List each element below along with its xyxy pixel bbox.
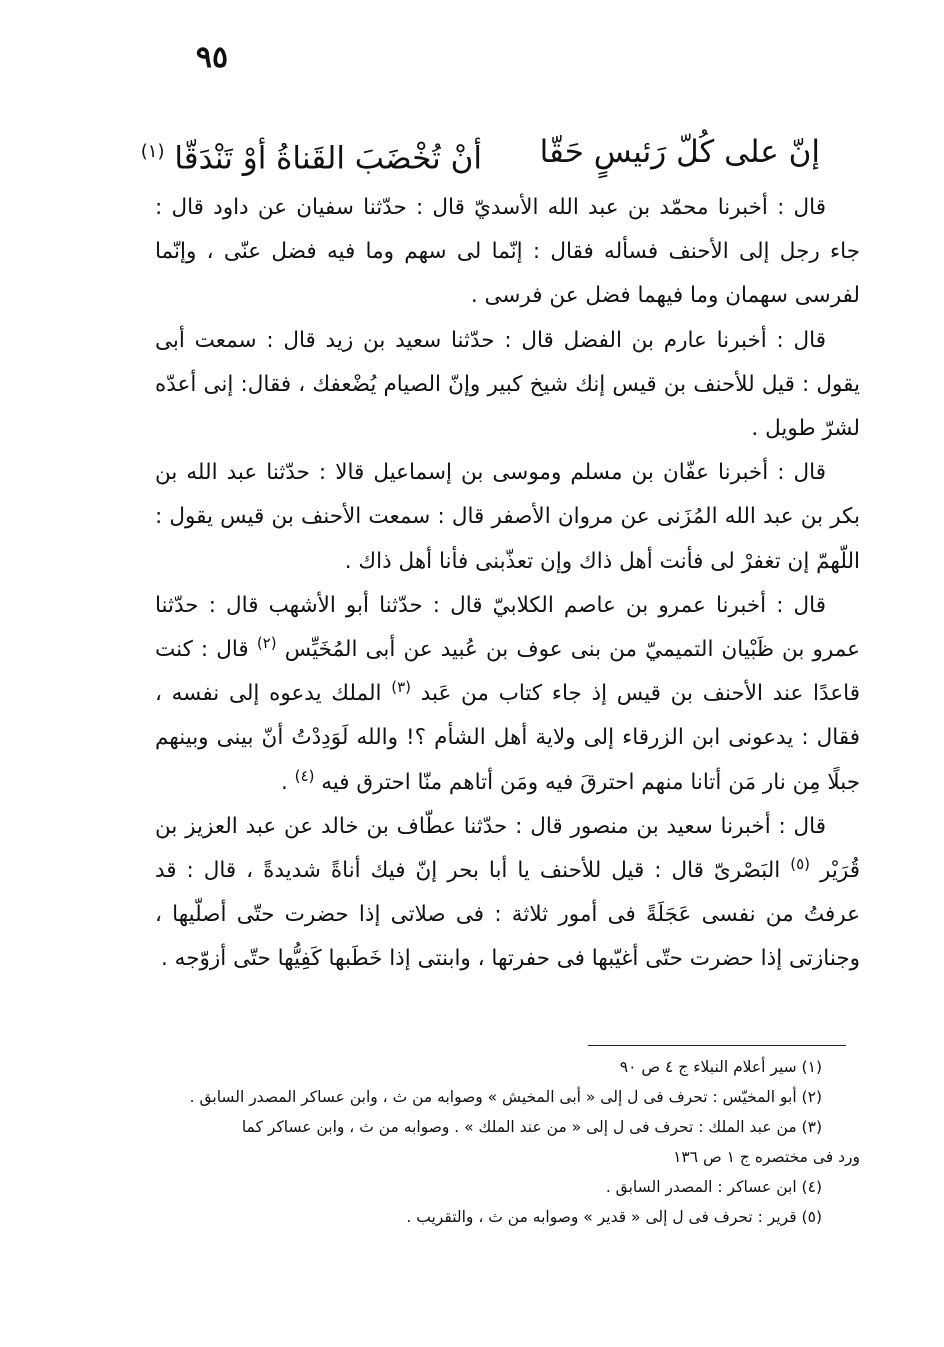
footnote-2: (٢) أبو المخيّس : تحرف فى ل إلى « أبى المخيش » وصوابه من ث ، وابن عساكر المصدر السابق . <box>189 1088 822 1106</box>
poem-verse <box>140 124 820 180</box>
footnote-ref-4: (٤) <box>294 766 315 785</box>
footnote-separator <box>588 1045 846 1046</box>
paragraph-5-part-a: قال : أخبرنا سعيد بن منصور قال : حدّثنا عطّاف بن خالد عن عبد العزيز بن قُرَيْر <box>155 813 861 884</box>
footnote-ref-2: (٢) <box>256 633 277 652</box>
footnote-3-continuation: ورد فى مختصره ج ١ ص ١٣٦ <box>673 1148 860 1166</box>
footnote-3: (٣) من عبد الملك : تحرف فى ل إلى « من عند الملك » . وصوابه من ث ، وابن عساكر كما <box>241 1118 822 1136</box>
verse-first-hemistich: إنّ على كُلّ رَئيسٍ حَقّا <box>539 134 820 170</box>
footnotes <box>155 1052 860 1232</box>
footnote-ref-1: (١) <box>140 141 165 162</box>
verse-second-hemistich <box>141 124 482 186</box>
paragraph-5 <box>155 805 860 982</box>
paragraph-1: قال : أخبرنا محمّد بن عبد الله الأسديّ قال : حدّثنا سفيان عن داود قال : جاء رجل إلى الأحنف فسأله فقال : إنّما لى سهم وما فيه فضل عنّى ، وإنّما لفرسى سهمان وما فيهما فضل عن فرسى . <box>155 195 860 309</box>
footnote-4: (٤) ابن عساكر : المصدر السابق . <box>605 1178 822 1196</box>
main-text <box>155 186 860 982</box>
footnote-ref-5: (٥) <box>790 854 811 873</box>
verse-second-hemistich-text: أنْ تُخْضَبَ القَناةُ أوْ تَنْدَقّا <box>174 140 482 177</box>
paragraph-4-part-b: قال : كنت قاعدًا عند الأحنف بن قيس إذ جاء كتاب من عَبد <box>155 637 860 707</box>
paragraph-4 <box>155 584 860 805</box>
paragraph-4-part-c: الملك يدعوه إلى نفسه ، فقال : يدعونى ابن الزرقاء إلى ولاية أهل الشأم ؟! والله لَوَدِدْتُ أنّ بينى وبينهم جبلًا مِن نار مَن أتانا منهم احترقَ فيه ومَن أتاهم منّا احترق فيه <box>155 681 860 795</box>
footnote-5: (٥) قرير : تحرف فى ل إلى « قدير » وصوابه من ث ، والتقريب . <box>406 1208 822 1226</box>
paragraph-5-part-b: البَصْرىّ قال : قيل للأحنف يا أبا بحر إنّ فيك أناةً شديدةً ، قال : قد عرفتُ من نفسى عَجَلَةً فى أمور ثلاثة : فى صلاتى إذا حضرت حتّى أصلّيها ، وجنازتى إذا حضرت حتّى أغيّبها فى حفرتها ، وابنتى إذا خَطَبها كَفِيُّها حتّى أزوّجه . <box>155 858 860 972</box>
footnote-ref-3: (٣) <box>391 678 411 697</box>
footnote-1: (١) سير أعلام النبلاء ج ٤ ص ٩٠ <box>619 1058 822 1076</box>
paragraph-4-part-a: قال : أخبرنا عمرو بن عاصم الكلابيّ قال : حدّثنا أبو الأشهب قال : حدّثنا عمرو بن ظَبْيان التميميّ من بنى عوف بن عُبيد عن أبى المُخَيِّس <box>155 592 860 663</box>
paragraph-4-part-d: . <box>280 769 288 795</box>
page-number: ٩٥ <box>195 40 229 75</box>
paragraph-2: قال : أخبرنا عارم بن الفضل قال : حدّثنا سعيد بن زيد قال : سمعت أبى يقول : قيل للأحنف بن قيس إنك شيخ كبير وإنّ الصيام يُضْعفك ، فقال: إنى أعدّه لشرّ طويل . <box>155 327 860 442</box>
paragraph-3: قال : أخبرنا عفّان بن مسلم وموسى بن إسماعيل قالا : حدّثنا عبد الله بن بكر بن عبد الله المُزَنى عن مروان الأصفر قال : سمعت الأحنف بن قيس يقول : اللّهمّ إن تغفرْ لى فأنت أهل ذاك وإن تعذّبنى فأنا أهل ذاك . <box>155 460 860 574</box>
